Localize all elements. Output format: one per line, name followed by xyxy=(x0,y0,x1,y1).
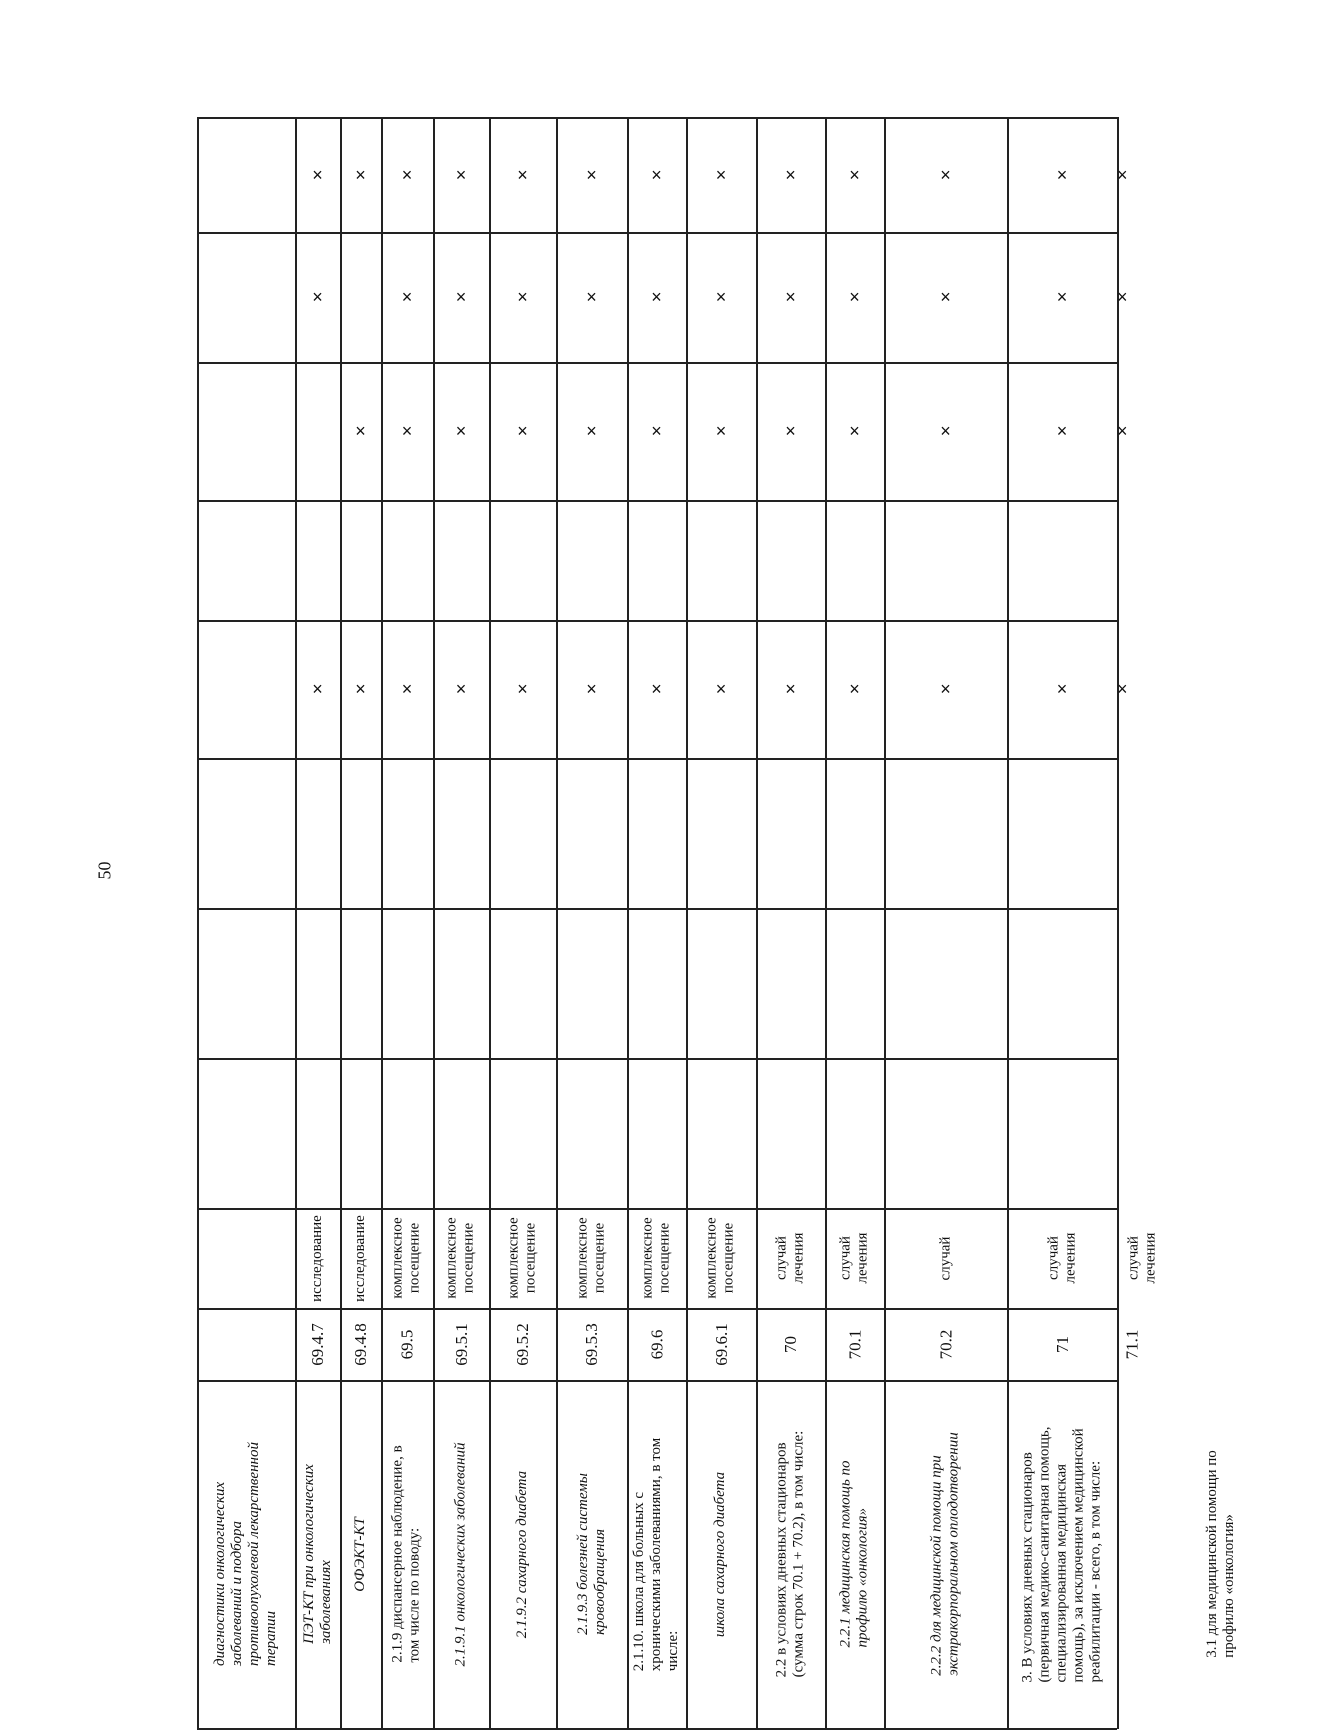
row-code-cell xyxy=(433,1308,489,1380)
row-name-cell xyxy=(825,1380,884,1728)
mark-cell xyxy=(1117,421,1128,441)
mark-cell xyxy=(489,679,556,699)
cross-mark: × xyxy=(715,420,727,441)
mark-cell xyxy=(381,679,433,699)
cross-mark: × xyxy=(1117,286,1128,307)
row-unit: исследование xyxy=(352,1214,368,1302)
cross-mark: × xyxy=(455,164,467,185)
mark-cell xyxy=(756,287,825,307)
mark-cell xyxy=(556,287,627,307)
row-code: 71.1 xyxy=(1122,1329,1142,1359)
row-code: 71 xyxy=(1052,1335,1072,1353)
cross-mark: × xyxy=(355,678,366,699)
mark-cell xyxy=(686,679,756,699)
cross-mark: × xyxy=(651,164,662,185)
cross-mark: × xyxy=(1117,420,1128,441)
mark-cell xyxy=(1117,287,1128,307)
row-name: школа сахарного диабета xyxy=(712,1471,729,1637)
row-name-cell xyxy=(1117,1380,1325,1728)
row-unit-cell xyxy=(884,1208,1007,1308)
mark-cell xyxy=(1117,165,1128,185)
row-name-cell xyxy=(1007,1380,1117,1728)
cross-mark: × xyxy=(312,164,323,185)
mark-cell xyxy=(433,165,489,185)
mark-cell xyxy=(295,287,340,307)
row-code-cell xyxy=(556,1308,627,1380)
mark-cell xyxy=(686,165,756,185)
row-code: 69.5.1 xyxy=(451,1322,471,1366)
mark-cell xyxy=(556,679,627,699)
cross-mark: × xyxy=(401,286,413,307)
mark-cell xyxy=(756,679,825,699)
row-name-cell xyxy=(433,1380,489,1728)
row-unit-cell xyxy=(627,1208,686,1308)
mark-cell xyxy=(627,421,686,441)
row-name: ОФЭКТ-КТ xyxy=(352,1516,369,1592)
cross-mark: × xyxy=(312,678,323,699)
cross-mark: × xyxy=(849,164,860,185)
cross-mark: × xyxy=(517,420,528,441)
cross-mark: × xyxy=(586,164,597,185)
row-code: 69.5.2 xyxy=(513,1322,532,1366)
mark-cell xyxy=(884,165,1007,185)
cross-mark: × xyxy=(940,286,951,307)
mark-cell xyxy=(1007,679,1117,699)
row-unit-cell xyxy=(197,1208,295,1308)
column-divider xyxy=(197,500,1117,502)
row-code-cell xyxy=(756,1308,825,1380)
page-number: 50 xyxy=(94,861,115,880)
row-name-cell xyxy=(756,1380,825,1728)
row-code: 69.4.8 xyxy=(351,1322,370,1366)
mark-cell xyxy=(884,679,1007,699)
cross-mark: × xyxy=(849,286,860,307)
mark-cell xyxy=(825,287,884,307)
mark-cell xyxy=(340,421,381,441)
row-unit: комплексное посещение xyxy=(505,1217,539,1299)
row-unit: случай лечения xyxy=(837,1232,871,1284)
row-name: 2.2.1 медицинская помощь по профилю «онкология» xyxy=(837,1460,871,1648)
cross-mark: × xyxy=(455,420,467,441)
row-code: 69.5 xyxy=(397,1329,417,1359)
cross-mark: × xyxy=(586,678,597,699)
mark-cell xyxy=(556,165,627,185)
cross-mark: × xyxy=(586,286,597,307)
cross-mark: × xyxy=(849,678,860,699)
row-name-cell xyxy=(489,1380,556,1728)
row-code-cell xyxy=(381,1308,433,1380)
row-name-cell xyxy=(686,1380,756,1728)
row-code-cell xyxy=(1117,1308,1147,1380)
cross-mark: × xyxy=(1117,164,1128,185)
cross-mark: × xyxy=(785,286,796,307)
cross-mark: × xyxy=(401,420,413,441)
cross-mark: × xyxy=(1056,164,1068,185)
mark-cell xyxy=(627,165,686,185)
row-code-cell xyxy=(627,1308,686,1380)
mark-cell xyxy=(1007,287,1117,307)
mark-cell xyxy=(825,679,884,699)
mark-cell xyxy=(884,421,1007,441)
cross-mark: × xyxy=(785,420,796,441)
mark-cell xyxy=(825,165,884,185)
row-unit: комплексное посещение xyxy=(444,1217,477,1299)
row-name-cell xyxy=(556,1380,627,1728)
mark-cell xyxy=(1117,679,1128,699)
row-code-cell xyxy=(197,1308,295,1380)
row-code: 70.2 xyxy=(936,1329,955,1359)
row-unit-cell xyxy=(340,1208,381,1308)
row-code: 69.6 xyxy=(647,1329,666,1359)
column-divider xyxy=(197,908,1117,910)
row-unit: случай лечения xyxy=(773,1232,807,1284)
cross-mark: × xyxy=(715,678,727,699)
row-name: диагностики онкологических заболеваний и подбора противоопухолевой лекарственной терапии xyxy=(212,1442,280,1666)
row-unit-cell xyxy=(1007,1208,1117,1308)
row-unit-cell xyxy=(756,1208,825,1308)
mark-cell xyxy=(381,421,433,441)
cross-mark: × xyxy=(651,286,662,307)
row-name-cell xyxy=(340,1380,381,1728)
mark-cell xyxy=(627,679,686,699)
mark-cell xyxy=(381,287,433,307)
row-code-cell xyxy=(1007,1308,1117,1380)
cross-mark: × xyxy=(715,164,727,185)
row-code: 69.5.3 xyxy=(582,1322,601,1366)
row-unit: исследование xyxy=(309,1214,325,1302)
cross-mark: × xyxy=(1056,678,1068,699)
row-unit-cell xyxy=(433,1208,489,1308)
row-name: 2.2 в условиях дневных стационаров (сумма строк 70.1 + 70.2), в том числе: xyxy=(773,1430,807,1678)
column-divider xyxy=(197,758,1117,760)
cross-mark: × xyxy=(355,164,366,185)
row-name: 2.1.9.1 онкологических заболеваний xyxy=(452,1441,469,1667)
cross-mark: × xyxy=(517,678,528,699)
mark-cell xyxy=(489,165,556,185)
row-code-cell xyxy=(884,1308,1007,1380)
row-code-cell xyxy=(489,1308,556,1380)
row-code-cell xyxy=(686,1308,756,1380)
row-name: 3. В условиях дневных стационаров (первичная медико-санитарная помощь, специализированная медицинская помощь), за исключением медицинской реабилитации - всего, в том числе: xyxy=(1019,1426,1104,1682)
row-name: 2.1.9.2 сахарного диабета xyxy=(514,1470,531,1638)
row-unit-cell xyxy=(295,1208,340,1308)
row-code: 70 xyxy=(781,1335,800,1353)
cross-mark: × xyxy=(785,678,796,699)
row-name: 3.1 для медицинской помощи по профилю «онкология» xyxy=(1203,1450,1237,1658)
mark-cell xyxy=(825,421,884,441)
cross-mark: × xyxy=(1056,286,1068,307)
row-unit-cell xyxy=(489,1208,556,1308)
mark-cell xyxy=(627,287,686,307)
row-name-cell xyxy=(197,1380,295,1728)
column-divider xyxy=(197,362,1117,364)
mark-cell xyxy=(295,679,340,699)
cross-mark: × xyxy=(312,286,323,307)
cross-mark: × xyxy=(940,420,951,441)
row-code-cell xyxy=(340,1308,381,1380)
cross-mark: × xyxy=(401,164,413,185)
row-unit-cell xyxy=(556,1208,627,1308)
cross-mark: × xyxy=(1117,678,1128,699)
row-name: ПЭТ-КТ при онкологических заболеваниях xyxy=(300,1464,334,1644)
column-divider xyxy=(197,117,1117,119)
cross-mark: × xyxy=(455,678,467,699)
row-code-cell xyxy=(295,1308,340,1380)
row-unit: комплексное посещение xyxy=(704,1217,737,1299)
row-unit-cell xyxy=(1117,1208,1168,1308)
cross-mark: × xyxy=(517,164,528,185)
mark-cell xyxy=(381,165,433,185)
mark-cell xyxy=(1007,421,1117,441)
row-code: 69.6.1 xyxy=(711,1322,731,1366)
mark-cell xyxy=(295,165,340,185)
mark-cell xyxy=(686,287,756,307)
mark-cell xyxy=(756,165,825,185)
row-name-cell xyxy=(381,1380,433,1728)
mark-cell xyxy=(556,421,627,441)
row-unit: случай xyxy=(937,1236,953,1280)
cross-mark: × xyxy=(715,286,727,307)
cross-mark: × xyxy=(401,678,413,699)
row-unit: случай лечения xyxy=(1125,1232,1159,1284)
row-code: 70.1 xyxy=(845,1329,864,1359)
row-unit: комплексное посещение xyxy=(639,1217,673,1299)
row-name: 2.2.2 для медицинской помощи при экстракорпоральном оплодотворении xyxy=(928,1432,962,1676)
mark-cell xyxy=(433,421,489,441)
row-unit: комплексное посещение xyxy=(574,1217,608,1299)
mark-cell xyxy=(756,421,825,441)
row-unit-cell xyxy=(825,1208,884,1308)
cross-mark: × xyxy=(355,420,366,441)
row-unit-cell xyxy=(686,1208,756,1308)
cross-mark: × xyxy=(849,420,860,441)
cross-mark: × xyxy=(940,164,951,185)
cross-mark: × xyxy=(586,420,597,441)
mark-cell xyxy=(884,287,1007,307)
mark-cell xyxy=(340,679,381,699)
cross-mark: × xyxy=(1056,420,1068,441)
cross-mark: × xyxy=(651,420,662,441)
cross-mark: × xyxy=(517,286,528,307)
row-unit-cell xyxy=(381,1208,433,1308)
column-divider xyxy=(197,232,1117,234)
cross-mark: × xyxy=(785,164,796,185)
column-divider xyxy=(197,1058,1117,1060)
row-name: 2.1.9 диспансерное наблюдение, в том числе по поводу: xyxy=(390,1445,424,1663)
mark-cell xyxy=(433,287,489,307)
mark-cell xyxy=(433,679,489,699)
row-unit: комплексное посещение xyxy=(390,1217,423,1299)
row-name-cell xyxy=(884,1380,1007,1728)
column-divider xyxy=(197,620,1117,622)
row-name-cell xyxy=(627,1380,686,1728)
mark-cell xyxy=(1007,165,1117,185)
mark-cell xyxy=(686,421,756,441)
row-code: 69.4.7 xyxy=(308,1322,327,1366)
cross-mark: × xyxy=(651,678,662,699)
mark-cell xyxy=(489,421,556,441)
cross-mark: × xyxy=(940,678,951,699)
row-code-cell xyxy=(825,1308,884,1380)
row-name: 2.1.9.3 болезней системы кровообращения xyxy=(574,1473,608,1635)
cross-mark: × xyxy=(455,286,467,307)
mark-cell xyxy=(340,165,381,185)
row-name-cell xyxy=(295,1380,340,1728)
row-unit: случай лечения xyxy=(1045,1232,1078,1284)
row-name: 2.1.10. школа для больных с хроническими заболеваниями, в том числе: xyxy=(631,1437,682,1671)
mark-cell xyxy=(489,287,556,307)
